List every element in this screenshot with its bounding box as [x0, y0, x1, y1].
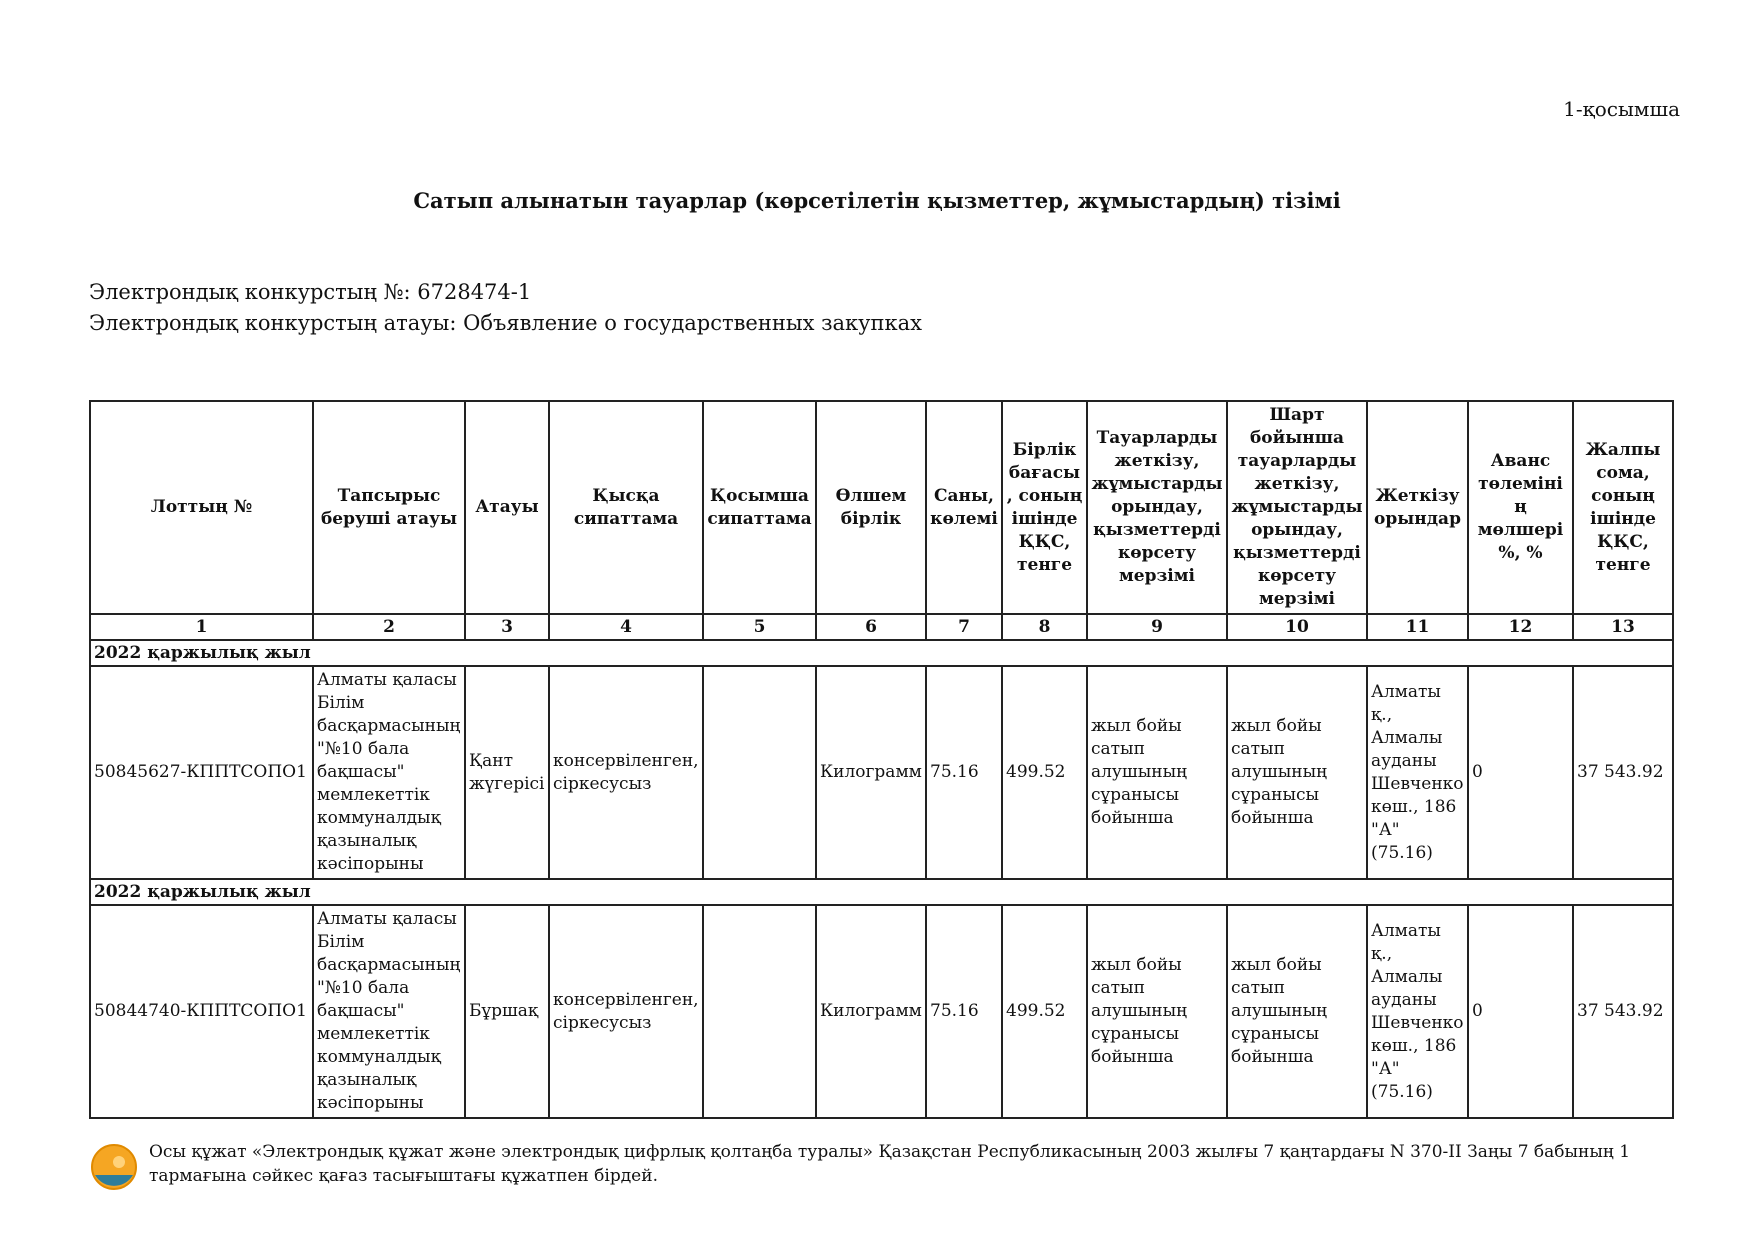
lot-number: 50844740-КППТСОПО1 — [90, 905, 313, 1118]
contract-term: жыл бойы сатып алушының сұранысы бойынша — [1227, 666, 1367, 879]
short-description: консервіленген, сіркесусыз — [549, 666, 703, 879]
col-header-contract-term: Шарт бойынша тауарларды жеткізу, жұмыстарды орындау, қызметтерді көрсету мерзімі — [1227, 401, 1367, 614]
column-number: 10 — [1227, 614, 1367, 640]
column-number: 3 — [465, 614, 549, 640]
column-number: 13 — [1573, 614, 1673, 640]
unit-price: 499.52 — [1002, 666, 1087, 879]
quantity: 75.16 — [926, 666, 1002, 879]
appendix-label: 1-қосымша — [1563, 97, 1680, 121]
page-title: Сатып алынатын тауарлар (көрсетілетін қызметтер, жұмыстардың) тізімі — [413, 188, 1341, 213]
col-header-lot-no: Лоттың № — [90, 401, 313, 614]
fiscal-year-row — [90, 640, 1673, 666]
unit-price: 499.52 — [1002, 905, 1087, 1118]
table-header-row — [90, 401, 1673, 614]
table-row — [90, 905, 1673, 1118]
col-header-quantity: Саны, көлемі — [926, 401, 1002, 614]
column-number: 11 — [1367, 614, 1468, 640]
column-number: 4 — [549, 614, 703, 640]
tender-name: Электрондық конкурстың атауы: Объявление о государственных закупках — [89, 311, 923, 335]
col-header-name: Атауы — [465, 401, 549, 614]
tender-number: Электрондық конкурстың №: 6728474-1 — [89, 280, 532, 304]
advance-payment: 0 — [1468, 666, 1573, 879]
column-number: 5 — [703, 614, 816, 640]
col-header-customer: Тапсырыс беруші атауы — [313, 401, 465, 614]
short-description: консервіленген, сіркесусыз — [549, 905, 703, 1118]
col-header-unit: Өлшем бірлік — [816, 401, 926, 614]
fiscal-year-label: 2022 қаржылық жыл — [90, 640, 1673, 666]
advance-payment: 0 — [1468, 905, 1573, 1118]
footer-note — [89, 1140, 1672, 1188]
unit: Килограмм — [816, 905, 926, 1118]
item-name: Қант жүгерісі — [465, 666, 549, 879]
fiscal-year-label: 2022 қаржылық жыл — [90, 879, 1673, 905]
col-header-delivery-term: Тауарларды жеткізу, жұмыстарды орындау, қызметтерді көрсету мерзімі — [1087, 401, 1227, 614]
unit: Килограмм — [816, 666, 926, 879]
total-amount: 37 543.92 — [1573, 666, 1673, 879]
column-number: 2 — [313, 614, 465, 640]
item-name: Бұршақ — [465, 905, 549, 1118]
lot-number: 50845627-КППТСОПО1 — [90, 666, 313, 879]
egov-seal-icon — [89, 1142, 139, 1192]
quantity: 75.16 — [926, 905, 1002, 1118]
fiscal-year-row — [90, 879, 1673, 905]
contract-term: жыл бойы сатып алушының сұранысы бойынша — [1227, 905, 1367, 1118]
col-header-advance: Аванс төлемінің мөлшері %, % — [1468, 401, 1573, 614]
delivery-place: Алматы қ., Алмалы ауданы Шевченко көш., 186 "А" (75.16) — [1367, 905, 1468, 1118]
delivery-term: жыл бойы сатып алушының сұранысы бойынша — [1087, 905, 1227, 1118]
total-amount: 37 543.92 — [1573, 905, 1673, 1118]
column-number: 1 — [90, 614, 313, 640]
column-number: 6 — [816, 614, 926, 640]
col-header-extra-desc: Қосымша сипаттама — [703, 401, 816, 614]
footer-text: Осы құжат «Электрондық құжат және электрондық цифрлық қолтаңба туралы» Қазақстан Республикасының 2003 жылғы 7 қаңтардағы N 370-II Заңы 7 бабының 1 тармағына сәйкес қағаз тасығыштағы құжатпен бірдей. — [149, 1142, 1631, 1186]
lots-table — [89, 400, 1674, 1119]
column-number: 9 — [1087, 614, 1227, 640]
column-number: 12 — [1468, 614, 1573, 640]
customer-name: Алматы қаласы Білім басқармасының "№10 бала бақшасы" мемлекеттік коммуналдық қазыналық кәсіпорыны — [313, 666, 465, 879]
delivery-place: Алматы қ., Алмалы ауданы Шевченко көш., 186 "А" (75.16) — [1367, 666, 1468, 879]
delivery-term: жыл бойы сатып алушының сұранысы бойынша — [1087, 666, 1227, 879]
extra-description — [703, 905, 816, 1118]
col-header-short-desc: Қысқа сипаттама — [549, 401, 703, 614]
column-number: 7 — [926, 614, 1002, 640]
customer-name: Алматы қаласы Білім басқармасының "№10 бала бақшасы" мемлекеттік коммуналдық қазыналық кәсіпорыны — [313, 905, 465, 1118]
extra-description — [703, 666, 816, 879]
col-header-total: Жалпы сома, соның ішінде ҚҚС, тенге — [1573, 401, 1673, 614]
column-number: 8 — [1002, 614, 1087, 640]
col-header-unit-price: Бірлік бағасы, соның ішінде ҚҚС, тенге — [1002, 401, 1087, 614]
col-header-delivery-place: Жеткізу орындар — [1367, 401, 1468, 614]
column-number-row — [90, 614, 1673, 640]
table-row — [90, 666, 1673, 879]
